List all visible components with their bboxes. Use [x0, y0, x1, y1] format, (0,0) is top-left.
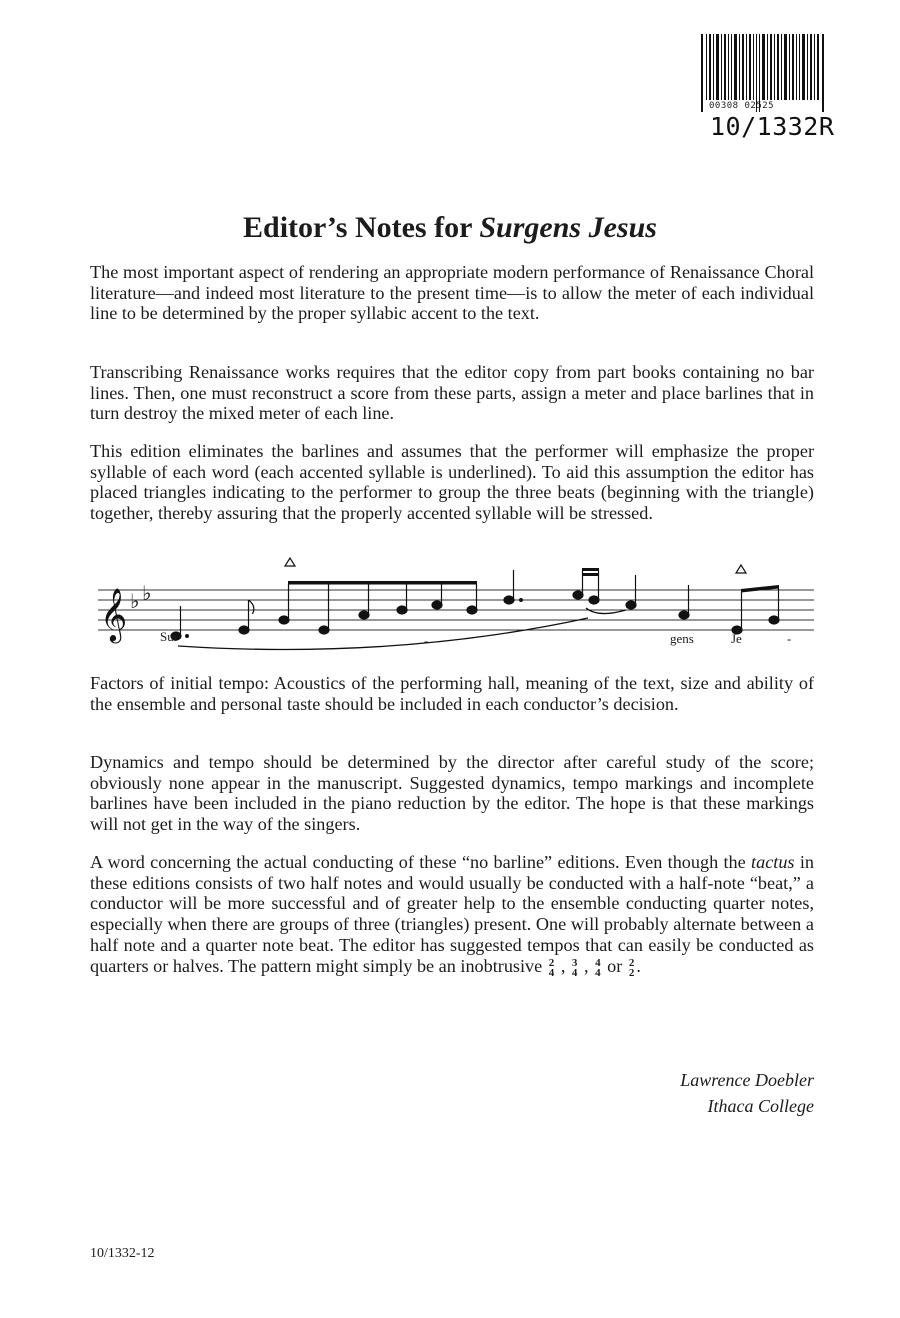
music-example [94, 548, 816, 658]
barcode-digits: 00308 02525 [709, 101, 775, 111]
music-staff [94, 548, 816, 658]
barcode [701, 34, 825, 112]
paragraph-performance: The most important aspect of rendering an appropriate modern performance of Renaissance Choral literature—and indeed most literature to the present time—is to allow the meter of each individual line to be determined by the proper syllabic accent to the text. [90, 262, 814, 324]
text-segment: in these editions consists of two half notes and would usually be conducted with a half-note “beat,” a conductor will be more successful and of greater help to the ensemble conducting quarter notes, especially when there are groups of three (triangles) present. One will probably alternate between a half note and a quarter note beat. The editor has suggested tempos that can easily be conducted as quarters or halves. The pattern might simply be an inobtrusive [90, 852, 814, 976]
page-title [0, 208, 900, 248]
lyric-syllable: Sur [160, 629, 179, 644]
signature-affiliation: Ithaca College [707, 1096, 814, 1116]
text-segment: A word concerning the actual conducting of these “no barline” editions. Even though the [90, 852, 752, 872]
paragraph-transcribing: Transcribing Renaissance works requires that the editor copy from part books containing no bar lines. Then, one must reconstruct a score from these parts, assign a meter and place barlines that in turn destroy the mixed meter of each line. [90, 362, 814, 424]
staff-lines [98, 590, 814, 630]
paragraph-dynamics: Dynamics and tempo should be determined by the director after careful study of the score; obviously none appear in the manuscript. Suggested dynamics, tempo markings and incomplete barlines have been included in the piano reduction by the editor. The hope is that these markings will not get in the way of the singers. [90, 752, 814, 835]
tactus-term: tactus [751, 852, 795, 872]
lyric-syllable: gens [670, 631, 694, 646]
lyric-syllable: Je [731, 631, 742, 646]
tie [586, 608, 626, 614]
triangle-icon [736, 565, 746, 573]
title-work: Surgens Jesus [479, 211, 657, 244]
paragraph-tempo-factors: Factors of initial tempo: Acoustics of the performing hall, meaning of the text, size and ability of the ensemble and personal taste should be included in each conductor’s decision. [90, 673, 814, 714]
paragraph-edition: This edition eliminates the barlines and assumes that the performer will emphasize the proper syllable of each word (each accented syllable is underlined). To aid this assumption the editor has placed triangles indicating to the performer to group the three beats (beginning with the triangle) together, thereby assuring that the properly accented syllable will be stressed. [90, 441, 814, 524]
paragraph-conducting: A word concerning the actual conducting of these “no barline” editions. Even though the tactus in these editions consists of two half notes and would usually be conducted with a half-note “beat,” a conductor will be more successful and of greater help to the ensemble conducting quarter notes, especially when there are groups of three (triangles) present. One will probably alternate between a half note and a quarter note beat. The editor has suggested tempos that can easily be conducted as quarters or halves. The pattern might simply be an inobtrusive 2 4 , 3 4 , 4 4 or 2 2 . [90, 852, 814, 979]
triangle-marks [285, 558, 746, 573]
signature-name: Lawrence Doebler [680, 1070, 814, 1090]
meter-4-4: 4 4 [595, 956, 601, 979]
treble-clef-icon: 𝄞 [100, 587, 128, 641]
title-prefix: Editor’s Notes for [243, 211, 480, 244]
notes [171, 568, 779, 640]
triangle-icon [285, 558, 295, 566]
meter-2-4: 2 4 [548, 956, 555, 979]
lyric-hyphen: - [424, 633, 429, 648]
meter-2-2: 2 2 [628, 956, 635, 979]
flat-icon: ♭ [142, 581, 152, 605]
catalog-number: 10/1332R [710, 112, 835, 141]
flat-icon: ♭ [130, 589, 140, 613]
lyric-hyphen: - [787, 631, 792, 646]
slur [178, 618, 588, 650]
page-code: 10/1332-12 [90, 1246, 155, 1261]
meter-3-4: 3 4 [571, 956, 578, 979]
